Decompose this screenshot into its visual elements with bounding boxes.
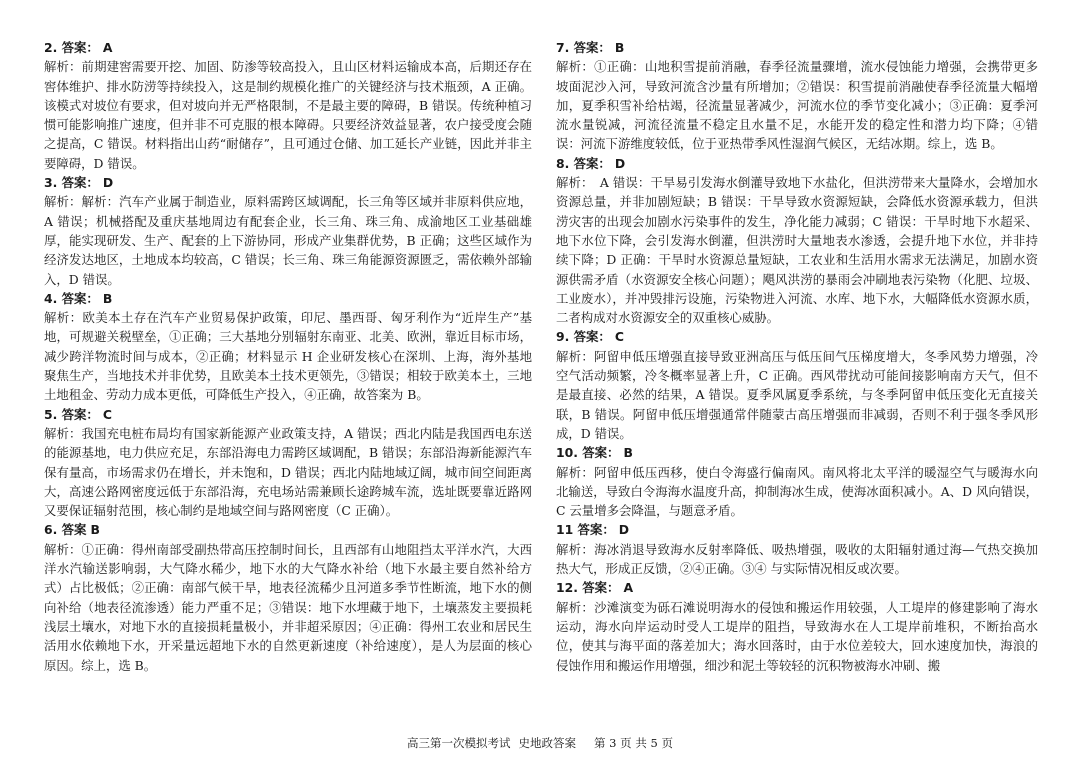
answer-heading bbox=[556, 154, 1038, 173]
explanation-text: 解析：前期建窖需要开挖、加固、防渗等较高投入，且山区材料运输成本高，后期还存在窖体维护、排水防涝等持续投入，这是制约规模化推广的关键经济与技术瓶颈，A 正确。该模式对坡位有要求，但对坡向并无严格限制，不是最主要的障碍，B 错误。传统种植习惯可能影响推广速度，但并非不可克服的根本障碍。只要经济效益显著，农户接受度会随之提高，C 错误。材料指出山药“耐储存”，且可通过仓储、加工延长产业链，因此并非主要障碍，D 错误。 bbox=[44, 59, 532, 171]
answer-item bbox=[44, 173, 532, 289]
question-number: 5. 答案： bbox=[44, 406, 99, 422]
answer-heading bbox=[556, 327, 1038, 346]
answer-letter: B bbox=[623, 445, 633, 461]
answer-heading bbox=[556, 520, 1038, 539]
answer-letter: C bbox=[614, 329, 624, 345]
right-column bbox=[556, 38, 1038, 720]
question-number: 2. 答案： bbox=[44, 40, 99, 55]
question-number: 11 答案： bbox=[556, 522, 615, 538]
explanation-text: 解析：我国充电桩布局均有国家新能源产业政策支持，A 错误；西北内陆是我国西电东送的能源基地，电力供应充足，东部沿海电力需跨区域调配，B 错误；东部沿海新能源汽车保有量高，市场需求仍在增长，并未饱和，D 错误；西北内陆地域辽阔，城市间空间距离大，高速公路网密度远低于东部沿海，充电场站需兼顾长途跨城车流，选址既要靠近路网又要保证辐射范围，核心制约是地域空间与路网密度（C 正确）。 bbox=[44, 425, 532, 519]
answer-letter: B bbox=[90, 522, 100, 538]
answer-item bbox=[44, 289, 532, 405]
question-number: 4. 答案： bbox=[44, 290, 99, 306]
answer-letter: C bbox=[102, 406, 112, 422]
answer-letter: B bbox=[102, 290, 113, 306]
answer-letter: A bbox=[102, 40, 113, 55]
answer-heading bbox=[44, 173, 532, 192]
answer-item bbox=[556, 578, 1038, 674]
question-number: 6. 答案 bbox=[44, 522, 87, 538]
answer-item bbox=[44, 520, 532, 674]
explanation-text: 解析：①正确：山地积雪提前消融，春季径流量骤增，流水侵蚀能力增强，会携带更多坡面泥沙入河，导致河流含沙量有所增加；②错误：积雪提前消融使春季径流量大幅增加，夏季积雪补给枯竭，径流量显著减少，河流水位的季节变化减小；③正确：夏季河流水量锐减，河流径流量不稳定且水量不足，水能开发的稳定性和潜力均下降；④错误：河流下游维度较低，位于亚热带季风性湿润气候区，无结冰期。综上，选 B。 bbox=[556, 59, 1038, 152]
question-number: 7. 答案： bbox=[556, 40, 611, 55]
answer-item bbox=[556, 154, 1038, 328]
answer-heading bbox=[44, 520, 532, 539]
left-column bbox=[44, 38, 532, 720]
answer-item bbox=[556, 327, 1038, 443]
answer-letter: A bbox=[623, 580, 634, 596]
explanation-text: 解析：解析：汽车产业属于制造业，原料需跨区域调配，长三角等区域并非原料供应地，A 错误；机械搭配及重庆基地周边有配套企业，长三角、珠三角、成渝地区工业基础雄厚，能实现研发、生产、配套的上下游协同，形成产业集群优势，B 正确；这些区域作为经济发达地区，土地成本均较高，C 错误；长三角、珠三角能源资源匮乏，需依赖外部输入，D 错误。 bbox=[44, 194, 532, 287]
footer-page-number: 第 3 页 共 5 页 bbox=[594, 736, 673, 750]
answer-heading bbox=[556, 578, 1038, 597]
answer-item bbox=[556, 38, 1038, 154]
answer-letter: B bbox=[614, 40, 625, 55]
question-number: 8. 答案： bbox=[556, 155, 611, 171]
question-number: 9. 答案： bbox=[556, 329, 611, 345]
explanation-text: 解析：欧美本土存在汽车产业贸易保护政策，印尼、墨西哥、匈牙利作为“近岸生产”基地，可规避关税壁垒，①正确；三大基地分别辐射东南亚、北美、欧洲，靠近目标市场，减少跨洋物流时间与成本，②正确；材料显示 H 企业研发核心在深圳、上海，海外基地聚焦生产，当地技术并非优势，且欧美本土技术更领先，③错误；相较于欧美本土，三地土地租金、劳动力成本更低，可降低生产投入，④正确，故答案为 B。 bbox=[44, 310, 532, 403]
answer-item bbox=[44, 405, 532, 521]
answer-heading bbox=[556, 443, 1038, 462]
footer-subject: 史地政答案 bbox=[518, 736, 577, 750]
explanation-text: 解析：海冰消退导致海水反射率降低、吸热增强，吸收的太阳辐射通过海—气热交换加热大气，形成正反馈，②④正确。③④ 与实际情况相反或次要。 bbox=[556, 541, 1038, 577]
footer-exam-title: 高三第一次模拟考试 bbox=[407, 736, 511, 750]
answer-item bbox=[556, 520, 1038, 578]
answer-letter: D bbox=[618, 522, 630, 538]
question-number: 12. 答案： bbox=[556, 580, 620, 596]
answer-heading bbox=[44, 38, 532, 57]
answer-heading bbox=[556, 38, 1038, 57]
answer-letter: D bbox=[102, 175, 114, 191]
question-number: 3. 答案： bbox=[44, 175, 99, 191]
page-footer bbox=[0, 735, 1080, 751]
explanation-text: 解析： A 错误：干旱易引发海水倒灌导致地下水盐化，但洪涝带来大量降水，会增加水资源总量，并非加剧短缺；B 错误：干旱导致水资源短缺，会降低水资源承载力，但洪涝灾害的出现会加剧水污染事件的发生，净化能力减弱；C 错误：干旱时地下水超采、地下水位下降，会引发海水倒灌，但洪涝时大量地表水渗透，会提升地下水位，并非持续下降；D 正确：干旱时水资源总量短缺，工农业和生活用水需求无法满足，加剧水资源供需矛盾（水资源安全核心问题）；飓风洪涝的暴雨会冲刷地表污染物（化肥、垃圾、工业废水），并冲毁排污设施，污染物进入河流、水库、地下水，大幅降低水资源水质，二者构成对水资源安全的双重核心威胁。 bbox=[556, 175, 1038, 326]
explanation-text: 解析：阿留申低压增强直接导致亚洲高压与低压间气压梯度增大，冬季风势力增强，冷空气活动频繁，冷冬概率显著上升，C 正确。西风带扰动可能间接影响南方天气，但不是最直接、必然的结果，A 错误。夏季风属夏季系统，与冬季阿留申低压变化无直接关联，B 错误。阿留申低压增强通常伴随蒙古高压增强而非减弱，否则不利于强冬季风形成，D 错误。 bbox=[556, 348, 1038, 441]
question-number: 10. 答案： bbox=[556, 445, 620, 461]
answer-item bbox=[556, 443, 1038, 520]
explanation-text: 解析：阿留申低压西移，使白令海盛行偏南风。南风将北太平洋的暖湿空气与暖海水向北输送，导致白令海海水温度升高，抑制海冰生成，使海冰面积减小。A、D 风向错误，C 云量增多会降温，与题意矛盾。 bbox=[556, 464, 1038, 519]
answer-heading bbox=[44, 405, 532, 424]
answer-item bbox=[44, 38, 532, 173]
explanation-text: 解析：沙滩演变为砾石滩说明海水的侵蚀和搬运作用较强，人工堤岸的修建影响了海水运动，海水向岸运动时受人工堤岸的阻挡，导致海水在人工堤岸前堆积，不断抬高水位，使其与海平面的落差加大；海水回落时，由于水位差较大，回水速度加快，海浪的侵蚀作用和搬运作用增强，细沙和泥土等较轻的沉积物被海水冲刷、搬 bbox=[556, 599, 1038, 673]
answer-letter: D bbox=[614, 155, 626, 171]
explanation-text: 解析：①正确：得州南部受副热带高压控制时间长，且西部有山地阻挡太平洋水汽，大西洋水汽输送影响弱，大气降水稀少，地下水的大气降水补给（地下水最主要自然补给方式）占比极低；②正确：南部气候干旱，地表径流稀少且河道多季节性断流，地下水的侧向补给（地表径流渗透）能力严重不足；③错误：地下水埋藏于地下，土壤蒸发主要损耗浅层土壤水，对地下水的直接损耗量极小，并非超采原因；④正确：得州工农业和居民生活用水依赖地下水，开采量远超地下水的自然更新速度（补给速度），是人为层面的核心原因。综上，选 B。 bbox=[44, 541, 532, 673]
answer-heading bbox=[44, 289, 532, 308]
